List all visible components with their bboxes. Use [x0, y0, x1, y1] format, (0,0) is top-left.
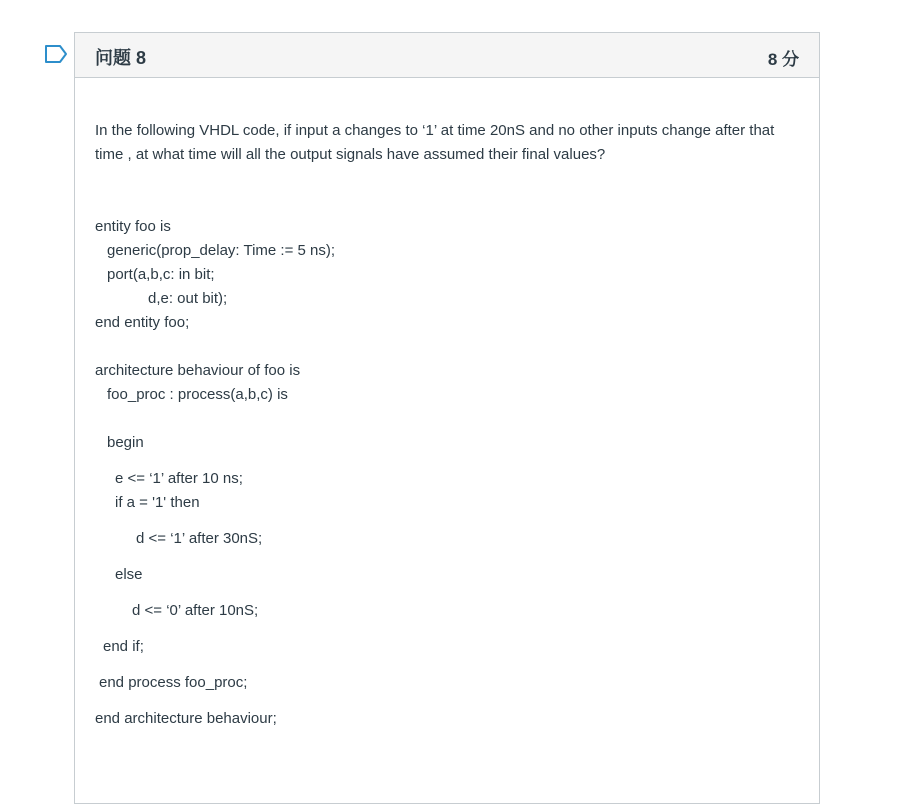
code-line: d,e: out bit);: [148, 290, 228, 307]
code-line: e <= ‘1’ after 10 ns;: [115, 470, 243, 487]
code-line: d <= ‘1’ after 30nS;: [136, 530, 263, 547]
code-line: foo_proc : process(a,b,c) is: [107, 386, 288, 403]
code-line: end entity foo;: [95, 314, 190, 331]
code-line: entity foo is: [95, 218, 171, 235]
question-title: 问题 8: [95, 48, 147, 68]
code-line: begin: [107, 434, 144, 451]
question-prompt: In the following VHDL code, if input a changes to ‘1’ at time 20nS and no other inputs change after that time , at what time will all the output signals have assumed their final values?: [95, 122, 775, 163]
flag-question-icon[interactable]: [44, 44, 68, 64]
code-line: port(a,b,c: in bit;: [107, 266, 215, 283]
code-line: architecture behaviour of foo is: [95, 362, 301, 379]
code-line: end architecture behaviour;: [95, 710, 277, 727]
question-points: 8 分: [767, 50, 799, 69]
question-card: [74, 32, 820, 804]
code-line: generic(prop_delay: Time := 5 ns);: [107, 242, 336, 259]
code-line: end if;: [103, 638, 144, 655]
code-line: end process foo_proc;: [99, 674, 248, 691]
code-line: d <= ‘0’ after 10nS;: [132, 602, 259, 619]
code-line: else: [115, 566, 143, 583]
code-line: if a = '1' then: [115, 494, 200, 511]
question-header: [75, 33, 819, 78]
